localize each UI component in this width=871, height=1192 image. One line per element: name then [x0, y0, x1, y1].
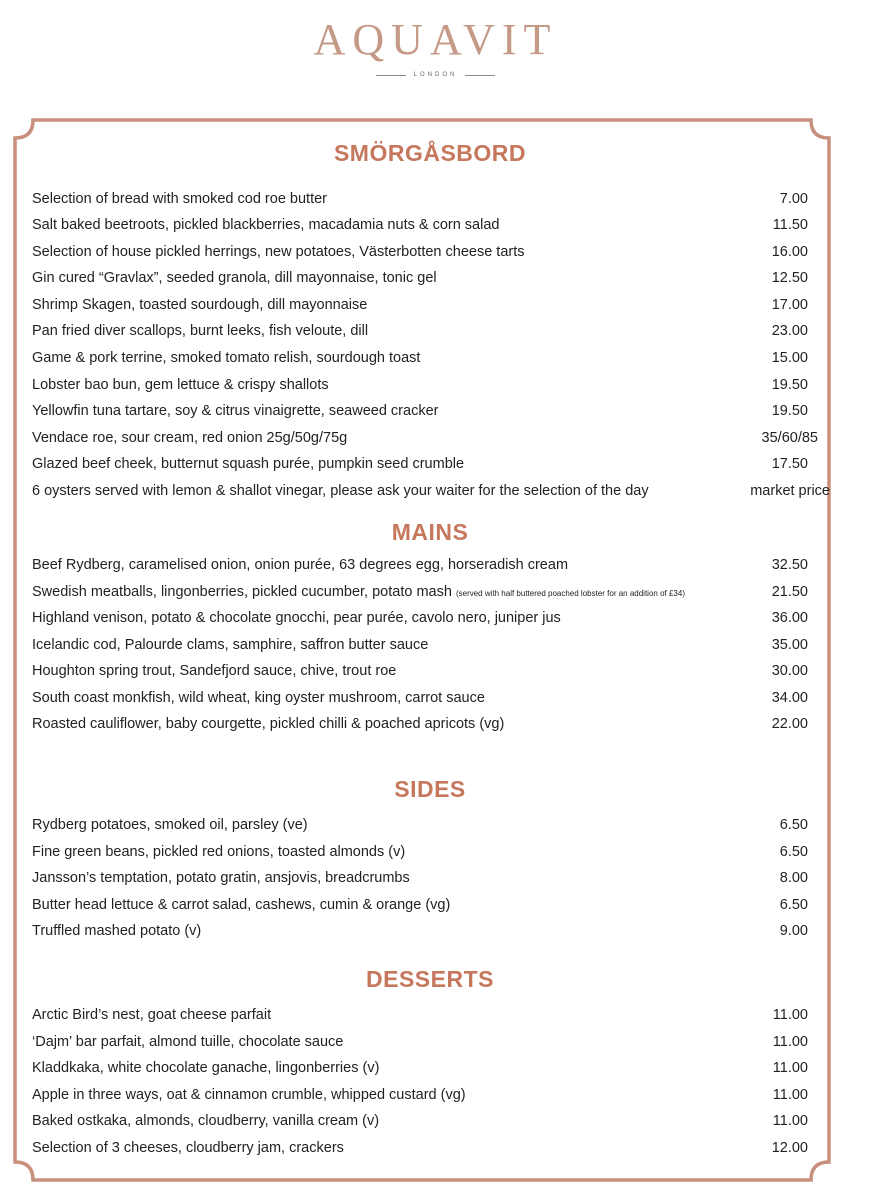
item-name-text: Swedish meatballs, lingonberries, pickled cucumber, potato mash — [32, 584, 452, 600]
item-price: 21.50 — [771, 584, 808, 600]
menu-item — [32, 212, 832, 238]
item-name: Selection of bread with smoked cod roe butter — [32, 191, 327, 207]
item-name: Roasted cauliflower, baby courgette, pickled chilli & poached apricots (vg) — [32, 716, 505, 732]
brand-logo — [0, 14, 871, 78]
menu-item — [32, 239, 832, 265]
menu-item — [32, 1002, 832, 1028]
item-name: South coast monkfish, wild wheat, king oyster mushroom, carrot sauce — [32, 690, 485, 706]
item-price: 32.50 — [771, 557, 808, 573]
section-title: MAINS — [391, 519, 469, 545]
menu-item — [32, 1108, 832, 1134]
item-price: 30.00 — [771, 663, 808, 679]
item-name: Salt baked beetroots, pickled blackberries, macadamia nuts & corn salad — [32, 217, 500, 233]
menu-item — [32, 372, 832, 398]
item-name: Arctic Bird’s nest, goat cheese parfait — [32, 1007, 272, 1023]
brand-location-row — [0, 72, 871, 78]
item-price: 11.50 — [772, 217, 808, 233]
item-price: 35.00 — [771, 637, 808, 653]
item-price: 22.00 — [771, 716, 808, 732]
item-price: 12.00 — [771, 1140, 808, 1156]
item-name: Rydberg potatoes, smoked oil, parsley (ve) — [32, 817, 308, 833]
item-price: 19.50 — [771, 377, 808, 393]
menu-item — [32, 918, 832, 944]
menu-item — [32, 1055, 832, 1081]
menu-item — [32, 1029, 832, 1055]
item-price: 36.00 — [771, 610, 808, 626]
brand-location: LONDON — [413, 72, 458, 78]
item-name: Fine green beans, pickled red onions, toasted almonds (v) — [32, 844, 406, 860]
menu-item — [32, 865, 832, 891]
item-price: 35/60/85 — [761, 430, 818, 446]
item-price: 8.00 — [779, 870, 808, 886]
item-name: Truffled mashed potato (v) — [32, 923, 202, 939]
menu-item — [32, 1135, 832, 1161]
item-name: Selection of 3 cheeses, cloudberry jam, crackers — [32, 1140, 344, 1156]
item-name: Game & pork terrine, smoked tomato relish, sourdough toast — [32, 350, 421, 366]
menu-item — [32, 425, 832, 451]
menu-item — [32, 318, 832, 344]
item-name: Houghton spring trout, Sandefjord sauce, chive, trout roe — [32, 663, 397, 679]
item-name: Yellowfin tuna tartare, soy & citrus vinaigrette, seaweed cracker — [32, 403, 439, 419]
item-name: Glazed beef cheek, butternut squash purée, pumpkin seed crumble — [32, 456, 465, 472]
item-name: Pan fried diver scallops, burnt leeks, fish veloute, dill — [32, 323, 369, 339]
item-price: 11.00 — [772, 1113, 808, 1129]
item-name: Gin cured “Gravlax”, seeded granola, dill mayonnaise, tonic gel — [32, 270, 437, 286]
menu-item — [32, 451, 832, 477]
item-name: Highland venison, potato & chocolate gnocchi, pear purée, cavolo nero, juniper jus — [32, 610, 561, 626]
divider — [376, 75, 406, 76]
item-name — [32, 579, 685, 607]
item-name: Beef Rydberg, caramelised onion, onion purée, 63 degrees egg, horseradish cream — [32, 557, 569, 573]
item-note: (served with half buttered poached lobster for an addition of £34) — [455, 589, 685, 598]
divider — [465, 75, 495, 76]
menu-item — [32, 839, 832, 865]
item-name: Baked ostkaka, almonds, cloudberry, vanilla cream (v) — [32, 1113, 380, 1129]
menu-item — [32, 398, 832, 424]
item-price: 11.00 — [772, 1007, 808, 1023]
item-name: 6 oysters served with lemon & shallot vinegar, please ask your waiter for the selection of the day — [32, 483, 649, 499]
item-name: Apple in three ways, oat & cinnamon crumble, whipped custard (vg) — [32, 1087, 466, 1103]
menu-item — [32, 552, 832, 578]
menu-item — [32, 605, 832, 631]
item-price: 6.50 — [779, 817, 808, 833]
section-title: DESSERTS — [366, 966, 494, 992]
item-name: Butter head lettuce & carrot salad, cashews, cumin & orange (vg) — [32, 897, 451, 913]
item-price: 6.50 — [779, 844, 808, 860]
menu-item — [32, 292, 832, 318]
item-price: 6.50 — [779, 897, 808, 913]
menu-item — [32, 685, 832, 711]
item-price: 9.00 — [779, 923, 808, 939]
menu-item — [32, 1082, 832, 1108]
item-name: Lobster bao bun, gem lettuce & crispy shallots — [32, 377, 329, 393]
item-price: 34.00 — [771, 690, 808, 706]
item-price: 17.50 — [771, 456, 808, 472]
section-title: SMÖRGÅSBORD — [333, 140, 527, 166]
item-price: 7.00 — [779, 191, 808, 207]
item-price: 11.00 — [772, 1034, 808, 1050]
menu-item — [32, 658, 832, 684]
menu-item — [32, 632, 832, 658]
item-price: 16.00 — [771, 244, 808, 260]
item-name: ‘Dajm’ bar parfait, almond tuille, chocolate sauce — [32, 1034, 344, 1050]
menu-item — [32, 478, 832, 504]
menu-item — [32, 345, 832, 371]
menu-item — [32, 892, 832, 918]
item-price: 17.00 — [771, 297, 808, 313]
item-price: market price — [750, 483, 830, 499]
menu-item — [32, 579, 832, 605]
menu-item — [32, 265, 832, 291]
item-name: Selection of house pickled herrings, new potatoes, Västerbotten cheese tarts — [32, 244, 525, 260]
item-name: Jansson’s temptation, potato gratin, ansjovis, breadcrumbs — [32, 870, 410, 886]
menu-item — [32, 812, 832, 838]
item-price: 23.00 — [771, 323, 808, 339]
item-price: 11.00 — [772, 1087, 808, 1103]
brand-name: AQUAVIT — [313, 15, 558, 64]
item-name: Shrimp Skagen, toasted sourdough, dill mayonnaise — [32, 297, 368, 313]
item-price: 15.00 — [771, 350, 808, 366]
section-title: SIDES — [394, 776, 466, 802]
item-name: Kladdkaka, white chocolate ganache, lingonberries (v) — [32, 1060, 380, 1076]
item-price: 12.50 — [771, 270, 808, 286]
item-price: 11.00 — [772, 1060, 808, 1076]
item-name: Vendace roe, sour cream, red onion 25g/50g/75g — [32, 430, 348, 446]
menu-item — [32, 186, 832, 212]
item-price: 19.50 — [771, 403, 808, 419]
item-name: Icelandic cod, Palourde clams, samphire, saffron butter sauce — [32, 637, 429, 653]
menu-item — [32, 711, 832, 737]
